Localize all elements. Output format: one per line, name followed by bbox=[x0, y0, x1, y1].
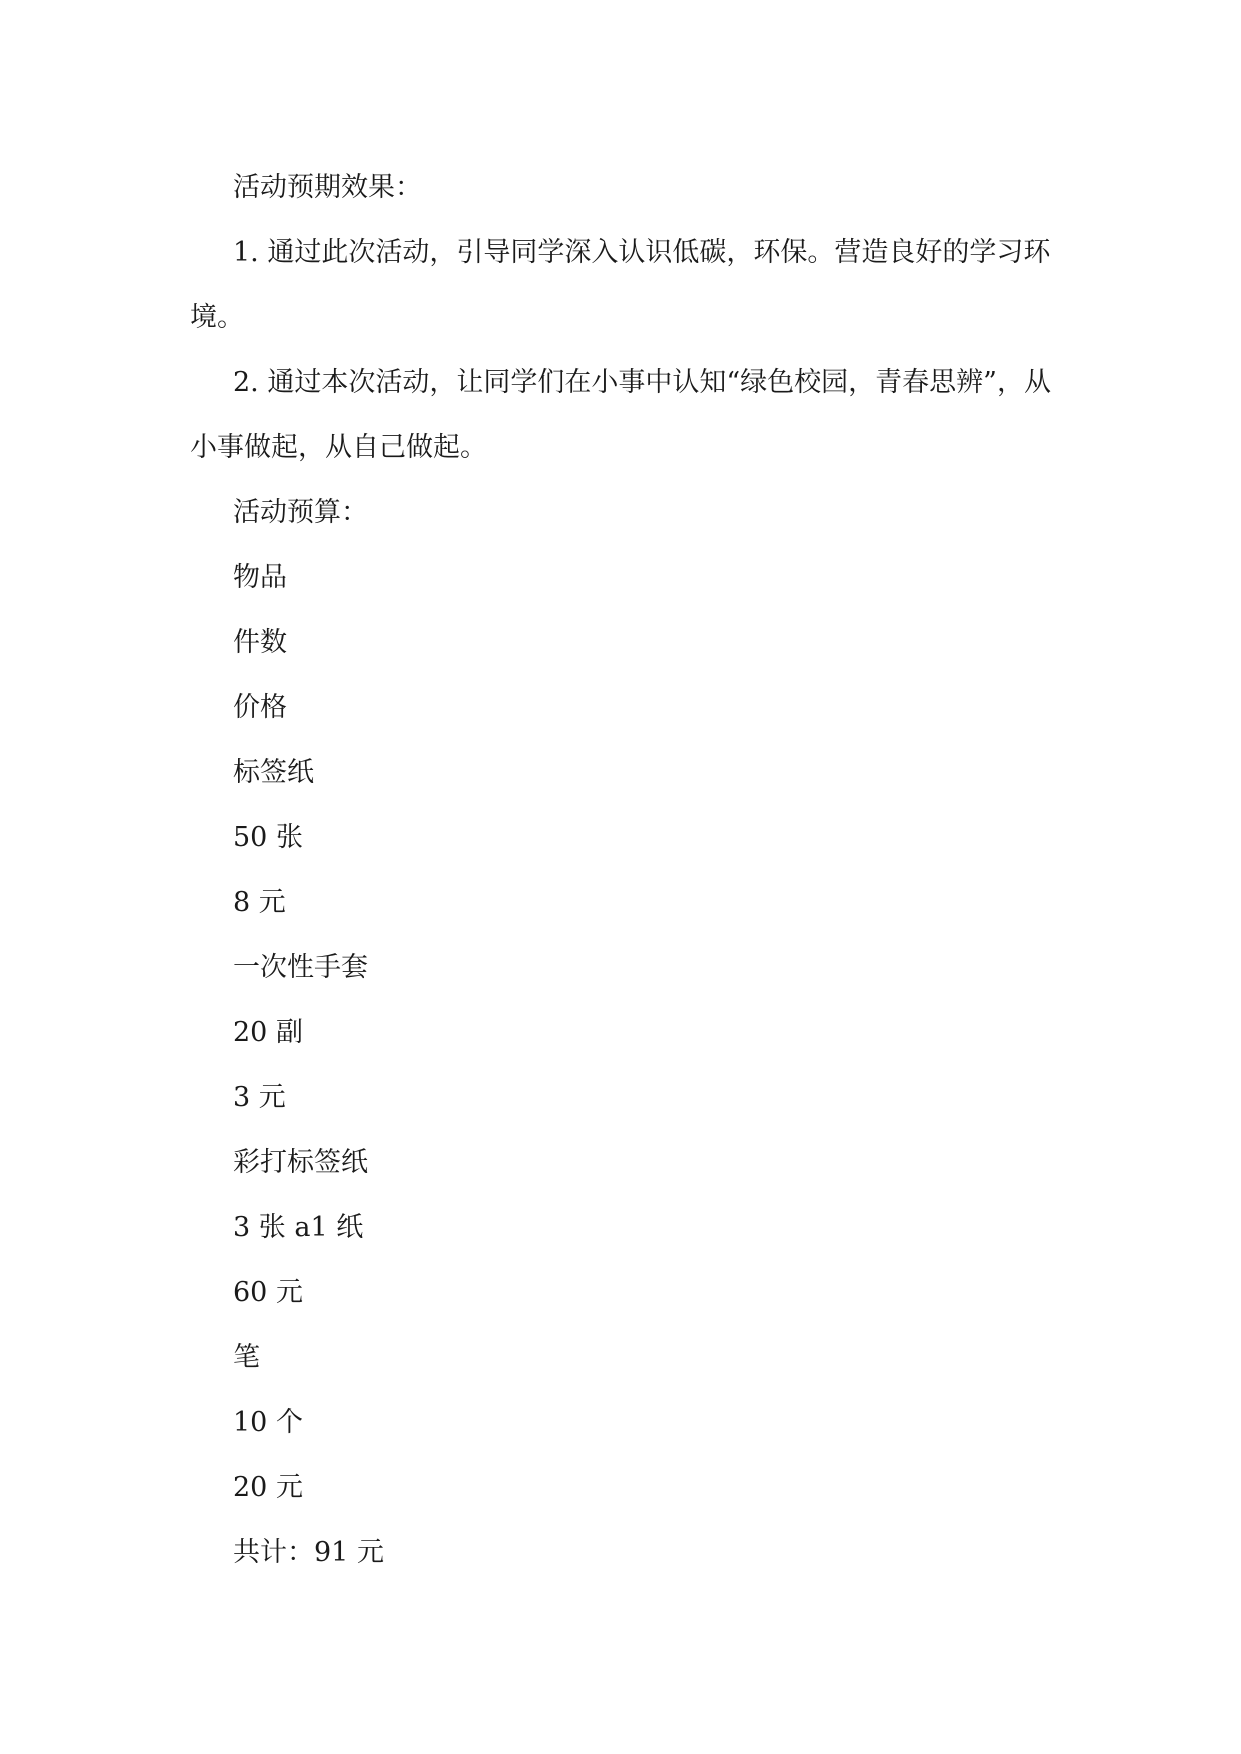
budget-header-price: 价格 bbox=[233, 692, 287, 723]
effect-heading: 活动预期效果： bbox=[233, 172, 422, 203]
effect-item-2: 2. 通过本次活动，让同学们在小事中认知“绿色校园，青春思辨”，从小事做起，从自己做起。 bbox=[190, 367, 1051, 463]
budget-heading: 活动预算： bbox=[233, 497, 368, 528]
budget-row-1-quantity: 50 张 bbox=[233, 822, 303, 853]
budget-row-4-quantity: 10 个 bbox=[233, 1407, 303, 1438]
budget-header-item: 物品 bbox=[233, 562, 287, 593]
budget-row-2-item: 一次性手套 bbox=[233, 952, 368, 983]
document-body bbox=[190, 155, 1060, 1585]
budget-header-quantity: 件数 bbox=[233, 627, 287, 658]
budget-row-2-price: 3 元 bbox=[233, 1082, 286, 1113]
budget-total: 共计：91 元 bbox=[233, 1537, 384, 1568]
effect-item-1: 1. 通过此次活动，引导同学深入认识低碳，环保。营造良好的学习环境。 bbox=[190, 237, 1051, 333]
budget-row-2-quantity: 20 副 bbox=[233, 1017, 303, 1048]
budget-row-4-item: 笔 bbox=[233, 1342, 260, 1373]
budget-row-1-price: 8 元 bbox=[233, 887, 286, 918]
budget-row-3-item: 彩打标签纸 bbox=[233, 1147, 368, 1178]
budget-row-3-quantity: 3 张 a1 纸 bbox=[233, 1212, 364, 1243]
budget-row-3-price: 60 元 bbox=[233, 1277, 303, 1308]
budget-row-4-price: 20 元 bbox=[233, 1472, 303, 1503]
budget-row-1-item: 标签纸 bbox=[233, 757, 314, 788]
